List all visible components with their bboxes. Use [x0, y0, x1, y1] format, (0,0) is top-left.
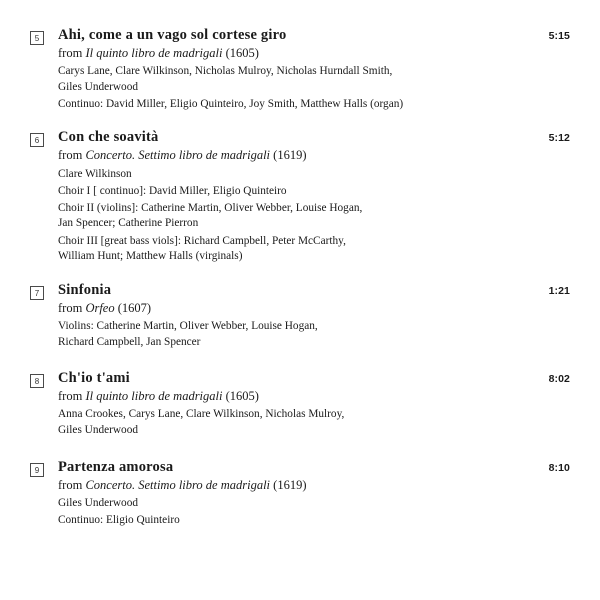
track-title: Ch'io t'ami [58, 369, 130, 386]
track-row [30, 458, 570, 529]
track-body [58, 26, 570, 112]
track-source [58, 300, 520, 316]
source-year: (1619) [270, 477, 307, 492]
performer-line: Continuo: Eligio Quinteiro [58, 514, 180, 527]
performer-group [58, 234, 520, 265]
performer-line: William Hunt; Matthew Halls (virginals) [58, 249, 243, 262]
track-duration: 5:12 [548, 132, 570, 145]
performer-line: Choir I [ continuo]: David Miller, Eligio Quinteiro [58, 184, 287, 197]
performer-group [58, 319, 520, 350]
performer-group [58, 407, 520, 438]
track-row [30, 128, 570, 264]
source-year: (1619) [270, 148, 307, 163]
source-work-title: Il quinto libro de madrigali [85, 46, 223, 61]
performer-line: Choir III [great bass viols]: Richard Campbell, Peter McCarthy, [58, 234, 346, 247]
source-year: (1605) [222, 389, 259, 403]
performer-group [58, 97, 520, 112]
track-title: Con che soavità [58, 129, 159, 146]
performer-line: Giles Underwood [58, 423, 139, 436]
track-number-badge: 6 [30, 133, 44, 147]
track-body [58, 369, 570, 438]
performer-group [58, 496, 520, 511]
source-prefix: from [58, 46, 86, 61]
track-source [58, 477, 520, 493]
performer-group [58, 64, 520, 95]
track-source [58, 388, 520, 404]
performer-group [58, 513, 520, 528]
track-performers [58, 64, 520, 112]
track-source [58, 45, 520, 61]
source-prefix: from [58, 148, 86, 163]
track-number-badge: 7 [30, 286, 44, 300]
track-number-badge: 5 [30, 31, 44, 45]
track-row [30, 281, 570, 350]
track-performers [58, 496, 520, 529]
track-number-badge: 9 [30, 463, 44, 477]
performer-group [58, 201, 520, 232]
source-year: (1605) [222, 46, 259, 61]
track-body [58, 128, 570, 264]
source-prefix: from [58, 301, 86, 316]
performer-group [58, 184, 520, 199]
source-year: (1607) [114, 301, 152, 316]
performer-line: Giles Underwood [58, 497, 139, 510]
performer-line: Jan Spencer; Catherine Pierron [58, 217, 199, 230]
track-duration: 1:21 [548, 285, 570, 297]
track-body [58, 458, 570, 529]
performer-line: Giles Underwood [58, 80, 139, 93]
track-row [30, 26, 570, 112]
performer-line: Violins: Catherine Martin, Oliver Webber, Louise Hogan, [58, 320, 318, 333]
performer-line: Richard Campbell, Jan Spencer [58, 335, 201, 348]
track-performers [58, 407, 520, 438]
performer-line: Anna Crookes, Carys Lane, Clare Wilkinson, Nicholas Mulroy, [58, 408, 345, 421]
performer-line: Continuo: David Miller, Eligio Quinteiro, Joy Smith, Matthew Halls (organ) [58, 97, 404, 110]
track-row [30, 369, 570, 438]
track-duration: 8:10 [548, 461, 570, 474]
track-duration: 8:02 [548, 372, 570, 385]
track-body [58, 281, 570, 350]
source-work-title: Orfeo [85, 301, 115, 316]
track-duration: 5:15 [548, 30, 570, 42]
source-prefix: from [58, 477, 86, 492]
track-number-badge: 8 [30, 374, 44, 388]
source-work-title: Concerto. Settimo libro de madrigali [85, 148, 271, 163]
performer-line: Carys Lane, Clare Wilkinson, Nicholas Mulroy, Nicholas Hurndall Smith, [58, 65, 393, 78]
track-performers [58, 167, 520, 265]
performer-line: Choir II (violins]: Catherine Martin, Oliver Webber, Louise Hogan, [58, 202, 363, 214]
track-title: Ahi, come a un vago sol cortese giro [58, 27, 287, 43]
source-work-title: Il quinto libro de madrigali [85, 389, 223, 403]
track-performers [58, 319, 520, 350]
performer-line: Clare Wilkinson [58, 167, 132, 180]
source-prefix: from [58, 389, 86, 403]
track-title: Sinfonia [58, 282, 112, 298]
performer-group [58, 167, 520, 182]
source-work-title: Concerto. Settimo libro de madrigali [85, 477, 271, 492]
track-source [58, 147, 520, 163]
track-title: Partenza amorosa [58, 458, 174, 475]
